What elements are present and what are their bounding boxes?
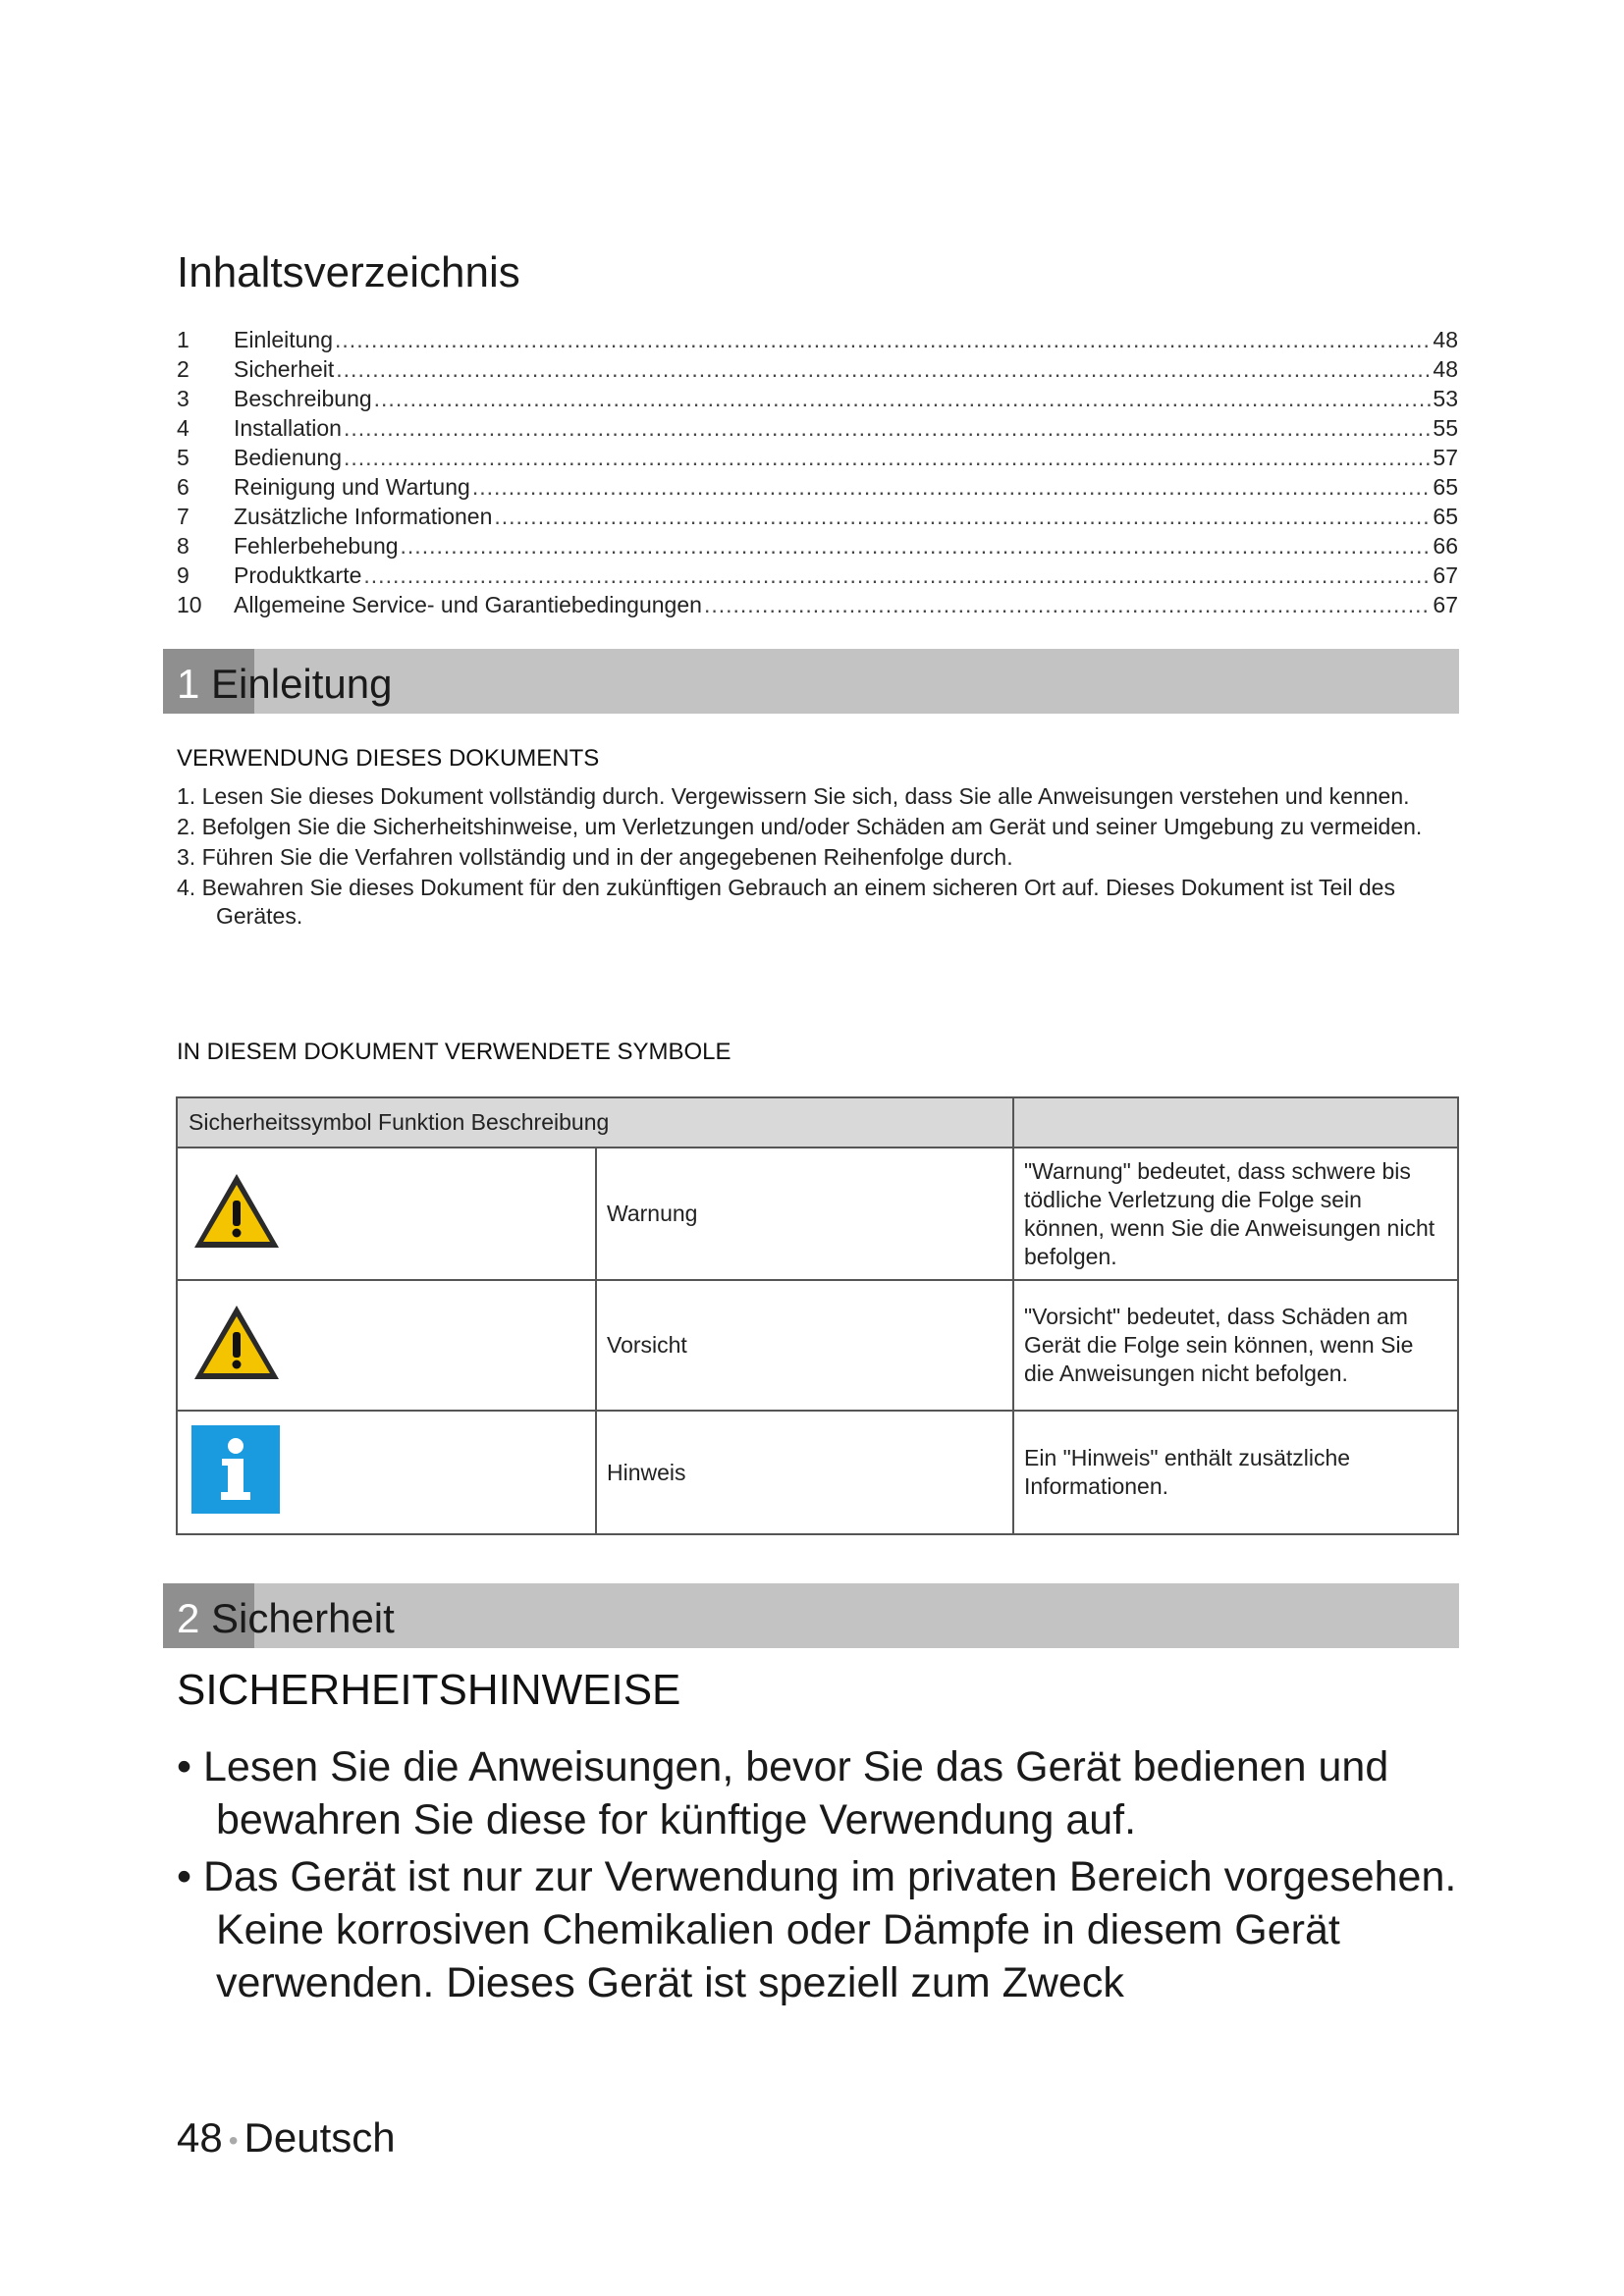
toc-entry-label: Bedienung (234, 445, 342, 470)
toc-leader-dots (335, 327, 1431, 353)
toc-entry-page: 67 (1433, 592, 1458, 617)
toc-entry-number: 8 (177, 533, 189, 559)
toc-entry[interactable] (177, 356, 1458, 386)
toc-entry[interactable] (177, 533, 1458, 562)
safety-bullet: • Das Gerät ist nur zur Verwendung im privaten Bereich vorgesehen. Keine korrosiven Chemikalien oder Dämpfe in diesem Gerät verwenden. Dieses Gerät ist speziell zum Zweck (177, 1853, 1457, 2006)
usage-heading: VERWENDUNG DIESES DOKUMENTS (177, 745, 600, 772)
toc-entry[interactable] (177, 386, 1458, 415)
toc-leader-dots (344, 445, 1431, 471)
toc-leader-dots (494, 504, 1431, 530)
toc-leader-dots (401, 533, 1432, 560)
toc-leader-dots (472, 474, 1432, 501)
section-title-text: Einleitung (211, 661, 393, 707)
toc-entry-label: Einleitung (234, 327, 334, 352)
toc-entry-number: 3 (177, 386, 189, 411)
warning-triangle-icon (191, 1171, 282, 1252)
description-cell: "Vorsicht" bedeutet, dass Schäden am Gerät die Folge sein können, wenn Sie die Anweisungen nicht befolgen. (1013, 1280, 1458, 1411)
toc-entry-page: 66 (1433, 533, 1458, 559)
symbols-heading: IN DIESEM DOKUMENT VERWENDETE SYMBOLE (177, 1039, 731, 1065)
section-number: 1 (177, 661, 200, 707)
table-header-cell: Sicherheitssymbol Funktion Beschreibung (177, 1097, 1013, 1148)
toc-entry[interactable] (177, 415, 1458, 445)
symbol-cell (177, 1148, 596, 1280)
toc-entry-label: Reinigung und Wartung (234, 474, 470, 500)
toc-entry-number: 4 (177, 415, 189, 441)
toc-entry-label: Beschreibung (234, 386, 372, 411)
toc-leader-dots (704, 592, 1431, 618)
symbols-table (176, 1096, 1459, 1535)
safety-heading: SICHERHEITSHINWEISE (177, 1666, 681, 1714)
table-of-contents (177, 327, 1458, 621)
toc-entry-page: 65 (1433, 474, 1458, 500)
footer-separator: • (228, 2124, 239, 2156)
table-header-row (177, 1097, 1458, 1148)
page-number: 48 (177, 2114, 223, 2161)
safety-bullets-list (177, 1740, 1473, 2013)
table-row (177, 1280, 1458, 1411)
toc-entry[interactable] (177, 592, 1458, 621)
toc-entry-page: 53 (1433, 386, 1458, 411)
usage-step: 3. Führen Sie die Verfahren vollständig und in der angegebenen Reihenfolge durch. (177, 844, 1013, 870)
description-cell: "Warnung" bedeutet, dass schwere bis tödliche Verletzung die Folge sein können, wenn Sie die Anweisungen nicht befolgen. (1013, 1148, 1458, 1280)
section-title-text: Sicherheit (211, 1595, 395, 1641)
toc-entry-number: 2 (177, 356, 189, 382)
toc-entry-label: Allgemeine Service- und Garantiebedingungen (234, 592, 702, 617)
toc-entry[interactable] (177, 562, 1458, 592)
table-row (177, 1148, 1458, 1280)
toc-entry-page: 48 (1433, 327, 1458, 352)
function-cell: Hinweis (596, 1411, 1013, 1534)
toc-entry-label: Produktkarte (234, 562, 362, 588)
function-cell: Vorsicht (596, 1280, 1013, 1411)
toc-entry[interactable] (177, 474, 1458, 504)
table-header-empty-cell (1013, 1097, 1458, 1148)
info-icon (191, 1425, 280, 1514)
safety-bullet: • Lesen Sie die Anweisungen, bevor Sie das Gerät bedienen und bewahren Sie diese for künftige Verwendung auf. (177, 1743, 1389, 1843)
toc-entry[interactable] (177, 327, 1458, 356)
toc-entry[interactable] (177, 445, 1458, 474)
section-title (177, 661, 393, 708)
toc-entry-page: 48 (1433, 356, 1458, 382)
toc-entry-page: 67 (1433, 562, 1458, 588)
table-row (177, 1411, 1458, 1534)
page-footer (177, 2114, 396, 2162)
toc-leader-dots (336, 356, 1431, 383)
toc-entry-number: 10 (177, 592, 202, 617)
usage-steps-list (177, 782, 1453, 933)
toc-entry[interactable] (177, 504, 1458, 533)
toc-leader-dots (344, 415, 1431, 442)
toc-leader-dots (363, 562, 1431, 589)
section-header-sicherheit (163, 1583, 1459, 1648)
symbol-cell (177, 1280, 596, 1411)
usage-step: 1. Lesen Sie dieses Dokument vollständig durch. Vergewissern Sie sich, dass Sie alle Anweisungen verstehen und kennen. (177, 783, 1410, 809)
toc-entry-label: Fehlerbehebung (234, 533, 399, 559)
section-title (177, 1595, 395, 1642)
toc-entry-label: Sicherheit (234, 356, 335, 382)
toc-entry-number: 7 (177, 504, 189, 529)
usage-step: 2. Befolgen Sie die Sicherheitshinweise, um Verletzungen und/oder Schäden am Gerät und seiner Umgebung zu vermeiden. (177, 814, 1423, 839)
toc-leader-dots (374, 386, 1432, 412)
toc-entry-page: 55 (1433, 415, 1458, 441)
footer-language: Deutsch (244, 2114, 396, 2161)
toc-entry-number: 9 (177, 562, 189, 588)
toc-entry-number: 5 (177, 445, 189, 470)
function-cell: Warnung (596, 1148, 1013, 1280)
toc-entry-page: 65 (1433, 504, 1458, 529)
description-cell: Ein "Hinweis" enthält zusätzliche Informationen. (1013, 1411, 1458, 1534)
usage-step: 4. Bewahren Sie dieses Dokument für den zukünftigen Gebrauch an einem sicheren Ort auf. Dieses Dokument ist Teil des Gerätes. (177, 875, 1395, 929)
caution-triangle-icon (191, 1303, 282, 1383)
symbol-cell (177, 1411, 596, 1534)
toc-entry-number: 1 (177, 327, 189, 352)
toc-entry-number: 6 (177, 474, 189, 500)
toc-entry-page: 57 (1433, 445, 1458, 470)
section-header-einleitung (163, 649, 1459, 714)
toc-entry-label: Installation (234, 415, 342, 441)
toc-entry-label: Zusätzliche Informationen (234, 504, 493, 529)
toc-title: Inhaltsverzeichnis (177, 248, 520, 296)
section-number: 2 (177, 1595, 200, 1641)
